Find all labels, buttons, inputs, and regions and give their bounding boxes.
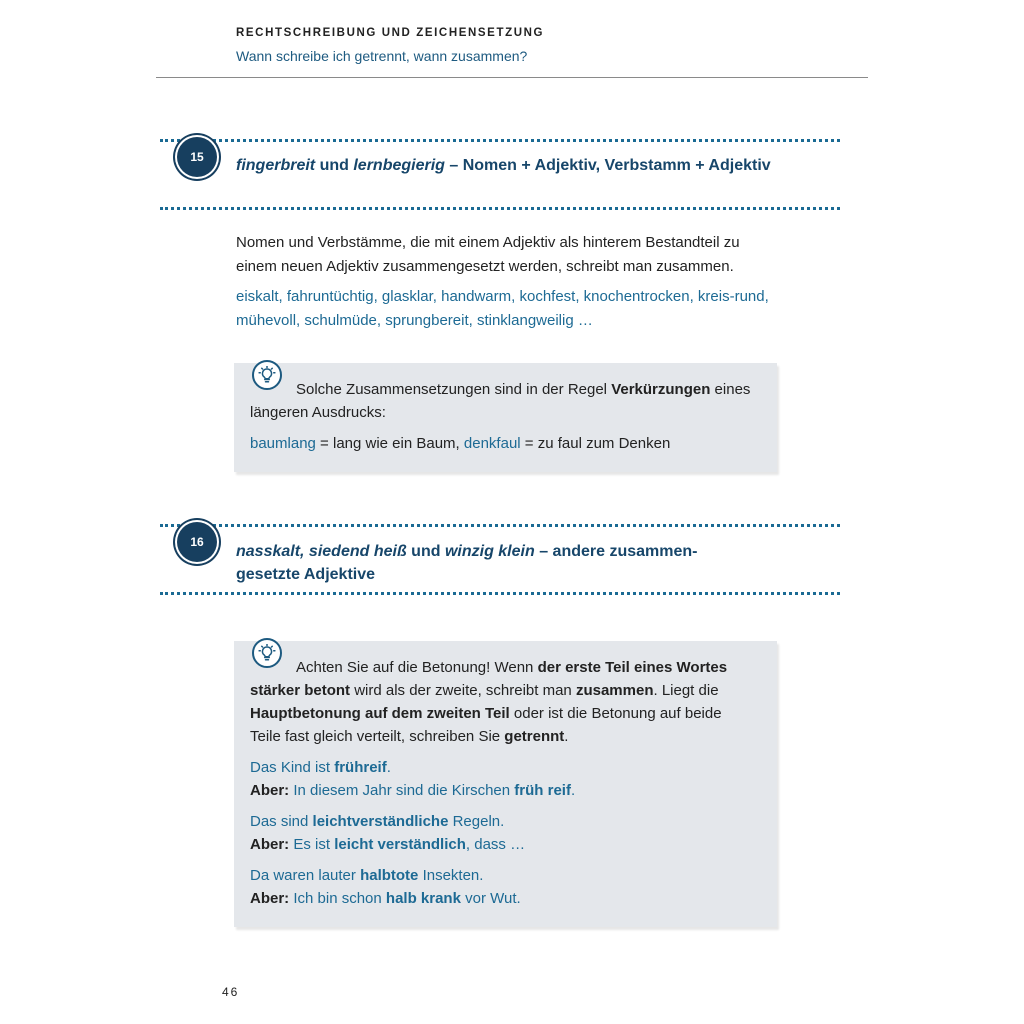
example-text: Regeln. (448, 813, 505, 830)
section-15-badge: 15 (177, 137, 217, 177)
example-bold: halbtote (360, 867, 419, 884)
title-text: – andere zusammen-gesetzte Adjektive (236, 543, 698, 583)
example-line (250, 887, 755, 910)
tip-bold: der erste Teil eines Wortes stärker betont (250, 659, 728, 699)
tip-bold: getrennt (504, 728, 565, 745)
title-italic: nasskalt, siedend heiß (236, 543, 407, 560)
tip-text: Solche Zusammensetzungen sind in der Regel (296, 381, 612, 398)
example-text: Das Kind ist (250, 759, 335, 776)
title-text: und (315, 157, 354, 174)
section-16-badge: 16 (177, 522, 217, 562)
example-text: = zu faul zum Denken (520, 435, 671, 452)
section-15-title (236, 154, 796, 177)
tip-text: . Liegt die (653, 682, 719, 699)
example-text: vor Wut. (460, 890, 521, 907)
tip-text: . (564, 728, 569, 745)
example-text: Ich bin schon (289, 890, 386, 907)
example-bold: halb krank (385, 890, 461, 907)
aber-label: Aber: (250, 836, 290, 853)
section-15-bottom-rule (160, 207, 840, 210)
example-line (250, 864, 755, 887)
tip-text: oder ist die Betonung auf beide Teile fast gleich verteilt, schreiben Sie (250, 705, 722, 745)
example-text: , dass … (465, 836, 526, 853)
example-text: Das sind (250, 813, 313, 830)
tip-bold: Verkürzungen (611, 381, 711, 398)
example-word: denkfaul (463, 435, 521, 452)
example-text: In diesem Jahr sind die Kirschen (289, 782, 515, 799)
running-subtitle: Wann schreibe ich getrennt, wann zusammen? (236, 48, 528, 64)
aber-label: Aber: (250, 890, 290, 907)
example-bold: leichtverständliche (312, 813, 449, 830)
tip-text: Achten Sie auf die Betonung! Wenn (296, 659, 538, 676)
example-bold: frühreif (334, 759, 387, 776)
example-line (250, 756, 755, 779)
tip-16-text (250, 656, 755, 910)
running-head: RECHTSCHREIBUNG UND ZEICHENSETZUNG (236, 27, 545, 39)
tip-15-text (250, 378, 760, 455)
title-text: und (406, 543, 445, 560)
example-line (250, 833, 755, 856)
example-text: . (570, 782, 576, 799)
page-number: 46 (222, 985, 240, 999)
tip-text: eines längeren Ausdrucks: (250, 381, 751, 421)
example-word: baumlang (250, 435, 316, 452)
example-text: Insekten. (418, 867, 484, 884)
example-text: Da waren lauter (250, 867, 361, 884)
example-bold: früh reif (514, 782, 571, 799)
title-text: – Nomen + Adjektiv, Verbstamm + Adjektiv (444, 157, 771, 174)
section-15-examples: eiskalt, fahruntüchtig, glasklar, handwarm, kochfest, knochentrocken, kreis-rund, mühevoll, schulmüde, sprungbereit, stinklangweilig … (236, 288, 769, 329)
example-text: Es ist (289, 836, 335, 853)
aber-label: Aber: (250, 782, 290, 799)
example-text: . (386, 759, 391, 776)
section-15-top-rule (160, 139, 840, 142)
example-bold: leicht verständlich (334, 836, 466, 853)
section-15-body: Nomen und Verbstämme, die mit einem Adjektiv als hinterem Bestandteil zu einem neuen Adjektiv zusammengesetzt werden, schreibt man zusammen. (236, 234, 740, 275)
example-line (250, 779, 755, 802)
title-italic: fingerbreit (236, 157, 316, 174)
tip-bold: zusammen (575, 682, 654, 699)
section-16-bottom-rule (160, 592, 840, 595)
section-16-title (236, 540, 756, 586)
tip-bold: Hauptbetonung auf dem zweiten Teil (250, 705, 510, 722)
section-16-top-rule (160, 524, 840, 527)
header-rule (156, 77, 868, 78)
example-line (250, 810, 755, 833)
title-italic: winzig klein (444, 543, 535, 560)
title-italic: lernbegierig (353, 157, 445, 174)
example-text: = lang wie ein Baum, (315, 435, 464, 452)
tip-text: wird als der zweite, schreibt man (350, 682, 576, 699)
